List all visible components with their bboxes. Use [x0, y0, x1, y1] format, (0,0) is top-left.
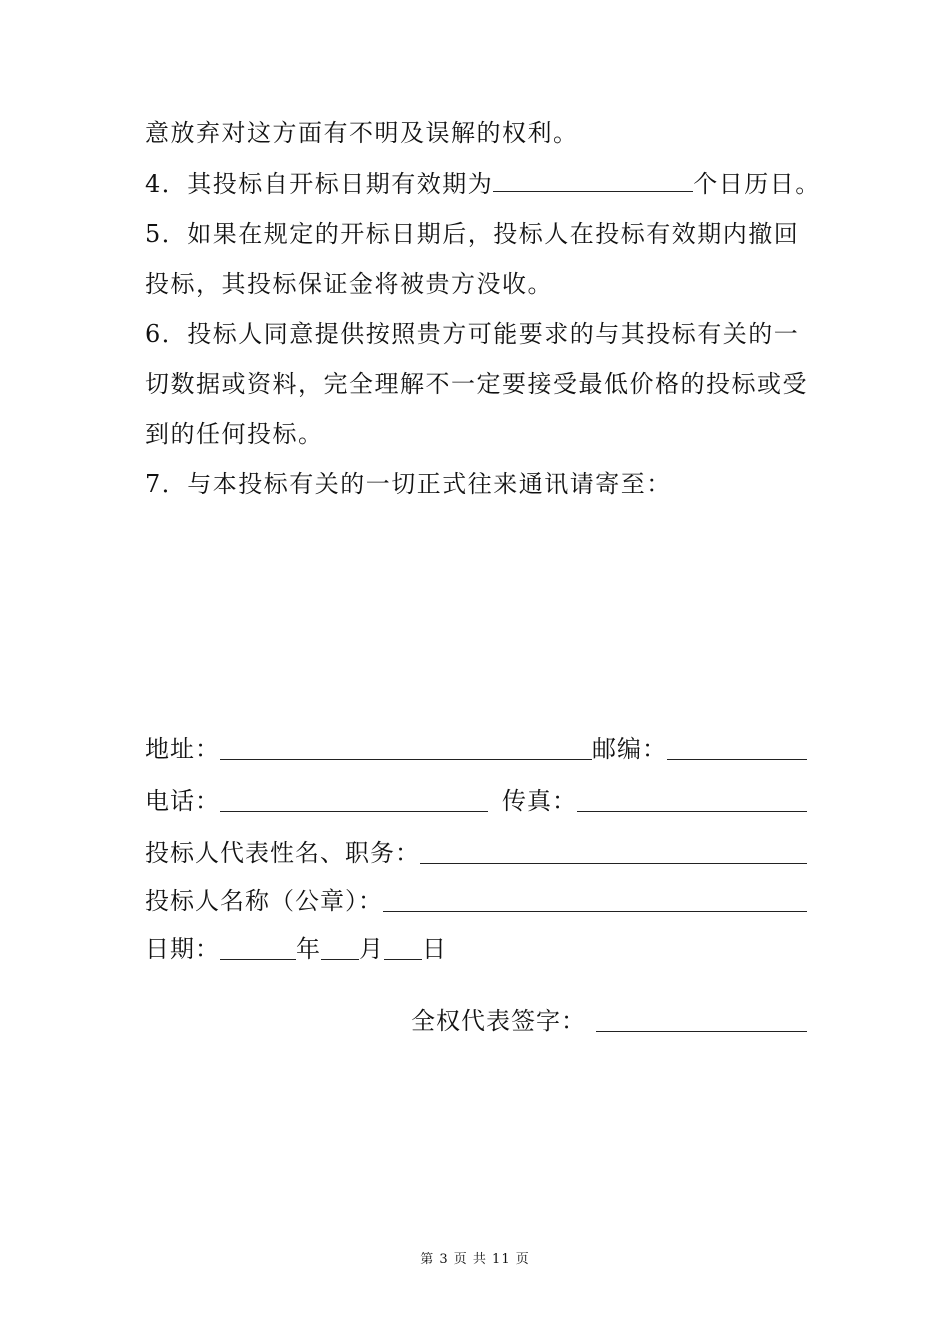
page-number-footer: 第 3 页 共 11 页 — [420, 1252, 530, 1267]
month-label: 月 — [359, 935, 384, 963]
postcode-label: 邮编： — [592, 735, 667, 763]
address-label: 地址： — [145, 735, 220, 763]
paragraph-6-line-3: 到的任何投标。 — [145, 420, 324, 448]
paragraph-3-tail: 意放弃对这方面有不明及误解的权利。 — [145, 119, 579, 147]
validity-days-blank[interactable] — [493, 169, 693, 192]
paragraph-5-line-1: 5．如果在规定的开标日期后，投标人在投标有效期内撤回 — [145, 220, 800, 248]
representative-label: 投标人代表性名、职务： — [145, 839, 420, 867]
paragraph-7: 7．与本投标有关的一切正式往来通讯请寄至： — [145, 470, 672, 498]
bidder-name-label: 投标人名称（公章）： — [145, 887, 383, 915]
day-label: 日 — [422, 935, 447, 963]
day-field[interactable] — [384, 935, 422, 960]
signature-field[interactable] — [596, 1007, 807, 1032]
signature-row — [411, 1006, 807, 1036]
postcode-field[interactable] — [667, 735, 807, 760]
signature-label: 全权代表签字： — [411, 1007, 586, 1035]
fax-field[interactable] — [577, 787, 807, 812]
year-label: 年 — [296, 935, 321, 963]
representative-field[interactable] — [420, 839, 807, 864]
phone-fax-row — [145, 786, 807, 816]
phone-label: 电话： — [145, 787, 220, 815]
paragraph-4: 4．其投标自开标日期有效期为 个日历日。 — [145, 170, 821, 198]
address-row — [145, 734, 807, 764]
bidder-name-field[interactable] — [383, 887, 807, 912]
representative-row — [145, 838, 807, 868]
paragraph-6-line-1: 6．投标人同意提供按照贵方可能要求的与其投标有关的一 — [145, 320, 800, 348]
fax-label: 传真： — [502, 787, 577, 815]
bidder-name-row — [145, 886, 807, 916]
address-field[interactable] — [220, 735, 592, 760]
year-field[interactable] — [220, 935, 296, 960]
paragraph-5-line-2: 投标，其投标保证金将被贵方没收。 — [145, 270, 553, 298]
phone-field[interactable] — [220, 787, 488, 812]
paragraph-6-line-2: 切数据或资料，完全理解不一定要接受最低价格的投标或受 — [145, 370, 808, 398]
date-label: 日期： — [145, 935, 220, 963]
date-row — [145, 934, 807, 964]
month-field[interactable] — [321, 935, 359, 960]
